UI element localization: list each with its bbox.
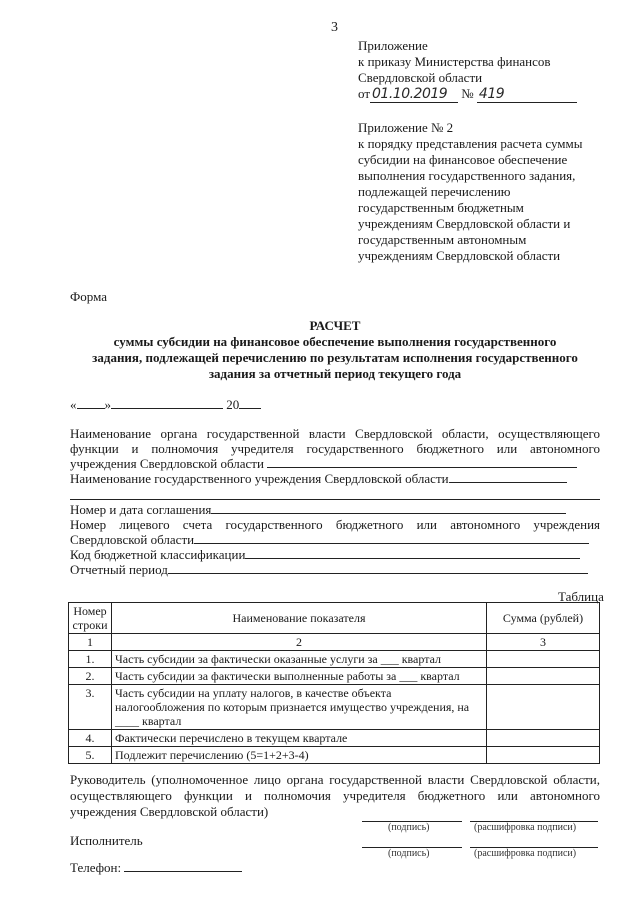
annex2-line: субсидии на финансовое обеспечение bbox=[358, 152, 568, 167]
annex-order-block bbox=[358, 38, 577, 103]
calculation-table bbox=[68, 602, 600, 764]
colnum-2: 2 bbox=[112, 634, 487, 651]
annex-region: Свердловской области bbox=[358, 70, 483, 85]
row-sum-cell[interactable] bbox=[487, 668, 600, 685]
annex2-line: государственным бюджетным bbox=[358, 200, 524, 215]
number-prefix: № bbox=[461, 86, 474, 101]
handwritten-date: 01.10.2019 bbox=[370, 86, 458, 103]
title-line: задания, подлежащей перечислению по результатам исполнения государственного bbox=[92, 350, 578, 365]
period-label: Отчетный период bbox=[70, 562, 168, 577]
organ-field bbox=[70, 426, 600, 471]
annex2-line: выполнения государственного задания, bbox=[358, 168, 576, 183]
institution-blank[interactable] bbox=[449, 471, 567, 483]
head-decode-caption: (расшифровка подписи) bbox=[474, 822, 577, 833]
table-row bbox=[69, 685, 600, 730]
document-title bbox=[60, 318, 610, 382]
executor-label: Исполнитель bbox=[70, 833, 143, 848]
phone-label: Телефон: bbox=[70, 860, 122, 875]
header-indicator: Наименование показателя bbox=[112, 603, 487, 634]
account-label: Номер лицевого счета государственного бюджетного или автономного учреждения Свердловской области bbox=[70, 517, 600, 547]
title-heading: РАСЧЕТ bbox=[309, 318, 361, 333]
title-line: задания за отчетный период текущего года bbox=[208, 366, 462, 381]
row-indicator: Часть субсидии за фактически оказанные услуги за ___ квартал bbox=[112, 651, 487, 668]
table-header-row bbox=[69, 603, 600, 634]
agreement-label: Номер и дата соглашения bbox=[70, 502, 212, 517]
signature-block bbox=[70, 772, 600, 820]
annex-date-number-line bbox=[358, 86, 577, 103]
year-blank[interactable] bbox=[239, 397, 261, 409]
annex2-line: учреждениям Свердловской области bbox=[358, 248, 561, 263]
phone-field bbox=[70, 860, 242, 876]
open-quote: « bbox=[70, 397, 77, 412]
title-line: суммы субсидии на финансовое обеспечение выполнения государственного bbox=[113, 334, 557, 349]
agreement-blank[interactable] bbox=[211, 502, 566, 514]
organ-label: Наименование органа государственной власти Свердловской области, осуществляющего функции и полномочия учредителя государственного бюджетного или автономного учреждения Свердловской области bbox=[70, 426, 600, 471]
row-number: 5. bbox=[69, 747, 112, 764]
annex-order-ref: к приказу Министерства финансов bbox=[358, 54, 551, 69]
row-indicator: Подлежит перечислению (5=1+2+3-4) bbox=[112, 747, 487, 764]
row-sum-cell[interactable] bbox=[487, 747, 600, 764]
organ-blank[interactable] bbox=[267, 456, 577, 468]
header-sum: Сумма (рублей) bbox=[487, 603, 600, 634]
annex2-line: Приложение № 2 bbox=[358, 120, 454, 135]
table-caption: Таблица bbox=[558, 589, 604, 604]
annex-2-block bbox=[358, 120, 608, 264]
institution-field bbox=[70, 471, 600, 486]
institution-blank-line[interactable] bbox=[70, 486, 600, 500]
period-blank[interactable] bbox=[168, 562, 588, 574]
row-number: 4. bbox=[69, 730, 112, 747]
table-row bbox=[69, 747, 600, 764]
date-prefix: от bbox=[358, 86, 371, 101]
row-indicator: Часть субсидии на уплату налогов, в качестве объекта налогообложения по которым признается имущество учреждения, на ____ квартал bbox=[112, 685, 487, 730]
row-indicator: Часть субсидии за фактически выполненные работы за ___ квартал bbox=[112, 668, 487, 685]
agreement-field bbox=[70, 502, 600, 517]
date-fill-line bbox=[70, 397, 261, 413]
handwritten-number: 419 bbox=[477, 86, 577, 103]
account-blank[interactable] bbox=[194, 532, 589, 544]
row-sum-cell[interactable] bbox=[487, 685, 600, 730]
row-sum-cell[interactable] bbox=[487, 651, 600, 668]
annex-label: Приложение bbox=[358, 38, 428, 53]
row-indicator: Фактически перечислено в текущем квартале bbox=[112, 730, 487, 747]
executor-sign-caption: (подпись) bbox=[388, 848, 430, 859]
row-number: 2. bbox=[69, 668, 112, 685]
annex2-line: учреждениям Свердловской области и bbox=[358, 216, 571, 231]
colnum-3: 3 bbox=[487, 634, 600, 651]
budget-code-label: Код бюджетной классификации bbox=[70, 547, 246, 562]
head-sign-caption: (подпись) bbox=[388, 822, 430, 833]
period-field bbox=[70, 562, 600, 577]
colnum-1: 1 bbox=[69, 634, 112, 651]
table-row bbox=[69, 651, 600, 668]
month-blank[interactable] bbox=[111, 397, 223, 409]
head-label: Руководитель (уполномоченное лицо органа государственной власти Свердловской области, осуществляющего функции и полномочия учредителя бюджетного или автономного учреждения Свердловской области) bbox=[70, 772, 600, 819]
row-number: 1. bbox=[69, 651, 112, 668]
annex2-line: к порядку представления расчета суммы bbox=[358, 136, 583, 151]
close-quote: » bbox=[104, 397, 111, 412]
form-label: Форма bbox=[70, 289, 107, 304]
row-sum-cell[interactable] bbox=[487, 730, 600, 747]
header-row-number: Номер строки bbox=[69, 603, 112, 634]
phone-blank[interactable] bbox=[124, 860, 242, 872]
account-field bbox=[70, 517, 600, 547]
table-colnum-row bbox=[69, 634, 600, 651]
row-number: 3. bbox=[69, 685, 112, 730]
annex2-line: государственным автономным bbox=[358, 232, 527, 247]
executor-decode-caption: (расшифровка подписи) bbox=[474, 848, 577, 859]
budget-code-field bbox=[70, 547, 600, 562]
institution-label: Наименование государственного учреждения Свердловской области bbox=[70, 471, 449, 486]
table-row bbox=[69, 730, 600, 747]
budget-code-blank[interactable] bbox=[245, 547, 580, 559]
annex2-line: подлежащей перечислению bbox=[358, 184, 511, 199]
day-blank[interactable] bbox=[77, 397, 105, 409]
year-prefix: 20 bbox=[226, 397, 240, 412]
page-number: 3 bbox=[331, 20, 338, 35]
form-fields bbox=[70, 426, 600, 577]
table-row bbox=[69, 668, 600, 685]
